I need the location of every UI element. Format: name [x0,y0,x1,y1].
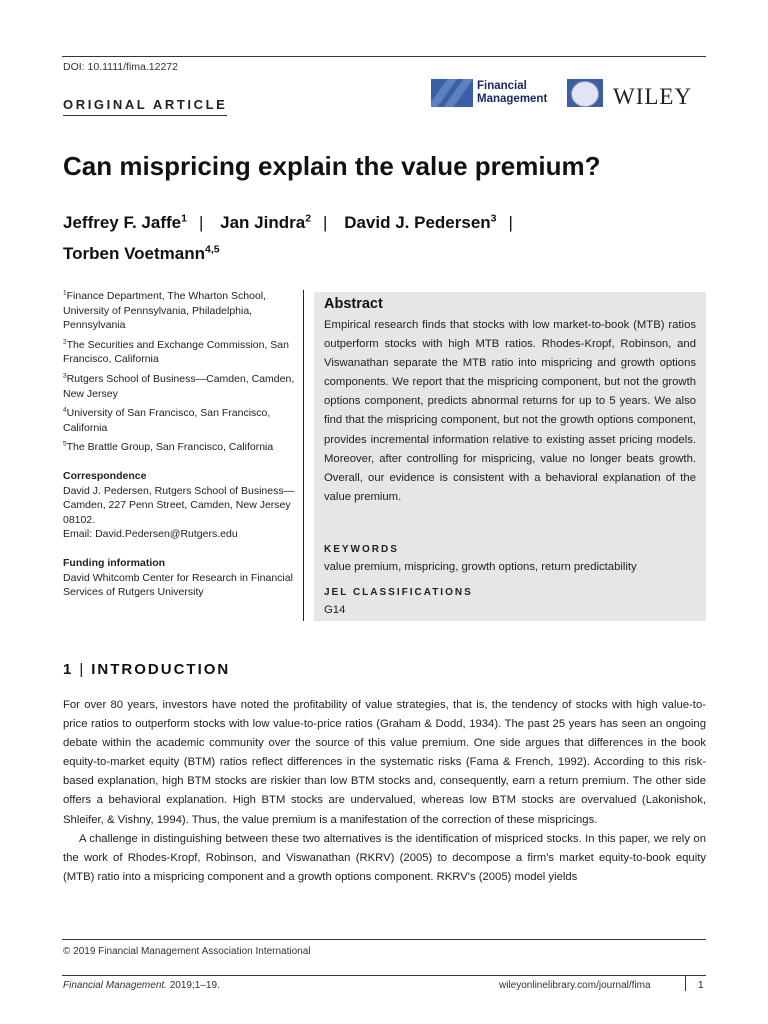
footer-journal: Financial Management. 2019;1–19. [63,980,220,991]
section-number: 1 [63,661,72,678]
author-name[interactable]: Jan Jindra [220,213,306,232]
affiliation: $^2$The Securities and Exchange Commission, San Francisco, California [63,338,289,366]
section-heading: 1 | INTRODUCTION [63,661,231,678]
jel-heading: JEL CLASSIFICATIONS [324,587,473,598]
funding-heading: Funding information [63,556,166,569]
author-name[interactable]: David J. Pedersen [344,213,491,232]
body-paragraph: For over 80 years, investors have noted the profitability of value strategies, that is, the tendency of stocks with high value-to-price ratios to outperform stocks with low value-to-price ratios (Graham & Dodd, 1934). The past 25 years has seen an ongoing debate within the academic community over the source of this value premium. One side argues that differences in the book equity-to-market equity (BTM) ratios reflect differences in the systematic risks (Fama & French, 1992). According to this risk-based explanation, high BTM stocks are riskier than low BTM stocks and, consequently, earn a return premium. The other side offers a behavioral explanation. High BTM stocks are undervalued, whereas low BTM stocks are overvalued (Lakonishok, Shleifer, & Vishny, 1994). Thus, the value premium is a manifestation of the correction of these mispricings. [63,699,706,826]
publisher-logo: WILEY [613,84,693,109]
affiliation: $^4$University of San Francisco, San Francisco, California [63,406,271,434]
abstract-text: Empirical research finds that stocks with low market-to-book (MTB) ratios outperform stocks with high MTB ratios. Rhodes-Kropf, Robinson, and Viswanathan separate the MTB ratio into mispricing and growth options components. We report that the mispricing component, but not the growth options component, predicts abnormal returns for up to 5 years. We also find that the mispricing component, but not the growth options component, provides incremental information relative to existing asset pricing models. Moreover, after controlling for mispricing, value no longer beats growth. Overall, our evidence is consistent with a behavioral explanation of the value premium. [324,319,696,503]
abstract-heading: Abstract [324,296,383,312]
journal-logo [431,79,603,107]
column-divider [303,290,304,621]
jel-codes: G14 [324,604,346,616]
author-affiliation-ref: 3 [490,212,497,225]
keywords: value premium, mispricing, growth options, return predictability [324,561,637,573]
article-info-column [63,289,301,600]
journal-seal-icon [571,81,599,107]
footer-url[interactable]: wileyonlinelibrary.com/journal/fima [499,980,651,991]
author-affiliation-ref: 1 [181,212,187,225]
footnote-rule [62,939,706,940]
author-name[interactable]: Torben Voetmann [63,244,205,263]
correspondence-heading: Correspondence [63,469,147,482]
author-name[interactable]: Jeffrey F. Jaffe [63,213,182,232]
body-paragraph: A challenge in distinguishing between these two alternatives is the identification of mispriced stocks. In this paper, we rely on the work of Rhodes-Kropf, Robinson, and Viswanathan (RKRV) (2005) to decompose a firm's market equity-to-book equity (MTB) ratio into a mispricing component and a growth options component. RKRV's (2005) model yields [63,832,706,883]
footer-rule [62,975,706,976]
footer-separator [685,976,686,991]
keywords-heading: KEYWORDS [324,544,399,555]
affiliation: $^3$Rutgers School of Business—Camden, Camden, New Jersey [63,372,295,400]
top-rule [62,56,706,57]
doi[interactable]: DOI: 10.1111/fima.12272 [63,61,178,73]
affiliation: $^5$The Brattle Group, San Francisco, California [63,440,274,454]
funding-text: David Whitcomb Center for Research in Financial Services of Rutgers University [63,571,293,599]
correspondence-email[interactable]: Email: David.Pedersen@Rutgers.edu [63,528,238,541]
article-type: ORIGINAL ARTICLE [63,97,227,116]
copyright: © 2019 Financial Management Association International [63,946,311,957]
correspondence-text: David J. Pedersen, Rutgers School of Business—Camden, 227 Penn Street, Camden, New Jersey 08102. [63,484,295,526]
page-number: 1 [698,980,704,991]
journal-logo-name: Financial Management [477,80,548,105]
author-affiliation-ref: 2 [305,212,312,225]
abstract-box [314,292,706,621]
body-text [63,696,706,887]
author-affiliation-ref: 4,5 [205,243,220,256]
section-title: INTRODUCTION [91,661,231,678]
author-list: Jeffrey F. Jaffe$^1$ | Jan Jindra$^2$ | David J. Pedersen$^3$ | Torben Voetmann$^{4,5}$ [63,212,513,263]
affiliation: $^1$Finance Department, The Wharton School, University of Pennsylvania, Philadelphia, Pennsylvania [63,289,267,332]
paper-title: Can mispricing explain the value premium? [63,151,601,181]
